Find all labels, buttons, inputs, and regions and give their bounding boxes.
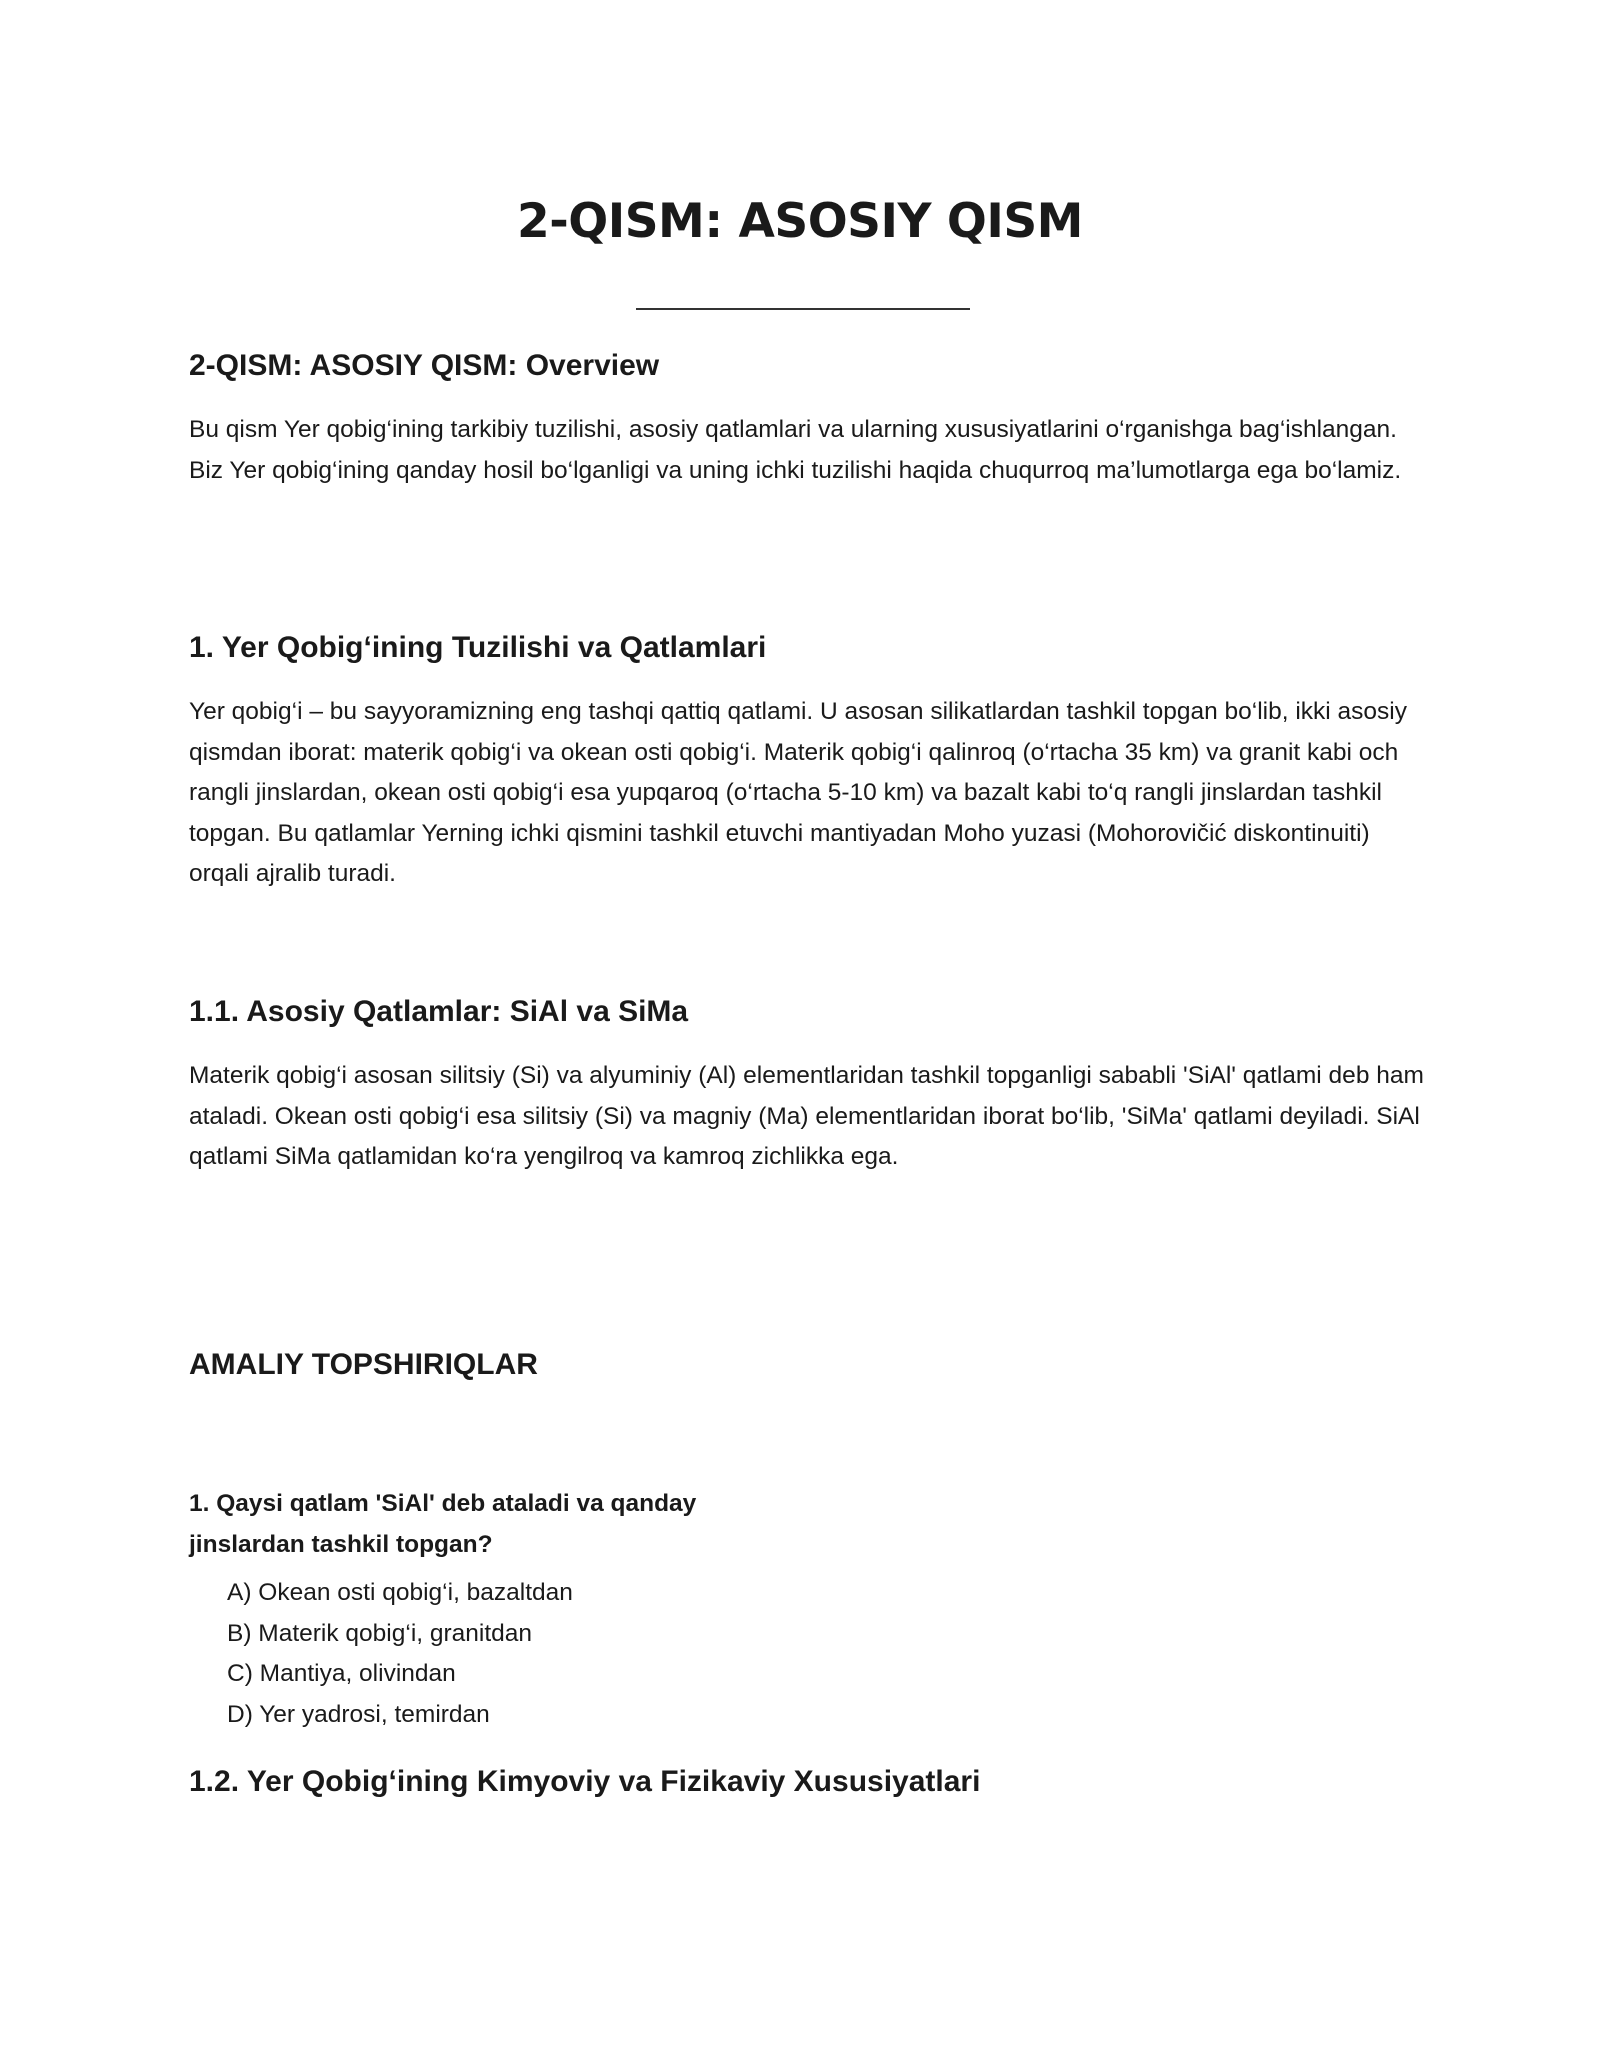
option-a: A) Okean osti qobig‘i, bazaltdan xyxy=(227,1579,573,1606)
option-d: D) Yer yadrosi, temirdan xyxy=(227,1700,490,1728)
section-1-2-heading: 1.2. Yer Qobig‘ining Kimyoviy va Fizikaviy Xususiyatlari xyxy=(189,1765,981,1798)
overview-paragraph: Bu qism Yer qobig‘ining tarkibiy tuzilishi, asosiy qatlamlari va ularning xususiyatlarini o‘rganishga bag‘ishlangan. Biz Yer qobig‘ining qanday hosil bo‘lganligi va uning ichki tuzilishi haqida chuqurroq ma’lumotlarga ega bo‘lamiz. xyxy=(189,416,1402,484)
option-c: C) Mantiya, olivindan xyxy=(227,1660,456,1687)
section-1-1-heading: 1.1. Asosiy Qatlamlar: SiAl va SiMa xyxy=(189,995,689,1028)
option-b: B) Materik qobig‘i, granitdan xyxy=(227,1619,533,1647)
practice-heading: AMALIY TOPSHIRIQLAR xyxy=(189,1348,538,1381)
question-1-options xyxy=(227,1573,573,1735)
document-title: 2-QISM: ASOSIY QISM xyxy=(517,194,1083,249)
section-1-1-paragraph: Materik qobig‘i asosan silitsiy (Si) va alyuminiy (Al) elementlaridan tashkil topganligi sababli 'SiAl' qatlami deb ham ataladi. Okean osti qobig‘i esa silitsiy (Si) va magniy (Ma) elementlaridan iborat bo‘lib, 'SiMa' qatlami deyiladi. SiAl qatlami SiMa qatlamidan ko‘ra yengilroq va kamroq zichlikka ega. xyxy=(189,1062,1424,1170)
section-1-paragraph: Yer qobig‘i – bu sayyoramizning eng tashqi qattiq qatlami. U asosan silikatlardan tashkil topgan bo‘lib, ikki asosiy qismdan iborat: materik qobig‘i va okean osti qobig‘i. Materik qobig‘i qalinroq (o‘rtacha 35 km) va granit kabi och rangli jinslardan, okean osti qobig‘i esa yupqaroq (o‘rtacha 5-10 km) va bazalt kabi to‘q rangli jinslardan tashkil topgan. Bu qatlamlar Yerning ichki qismini tashkil etuvchi mantiyadan Moho yuzasi (Mohorovičić diskontinuiti) orqali ajralib turadi. xyxy=(189,698,1407,887)
title-divider xyxy=(636,308,970,310)
overview-heading: 2-QISM: ASOSIY QISM: Overview xyxy=(189,349,660,382)
question-1-text: 1. Qaysi qatlam 'SiAl' deb ataladi va qanday jinslardan tashkil topgan? xyxy=(189,1490,697,1558)
section-1-heading: 1. Yer Qobig‘ining Tuzilishi va Qatlamlari xyxy=(189,631,767,664)
